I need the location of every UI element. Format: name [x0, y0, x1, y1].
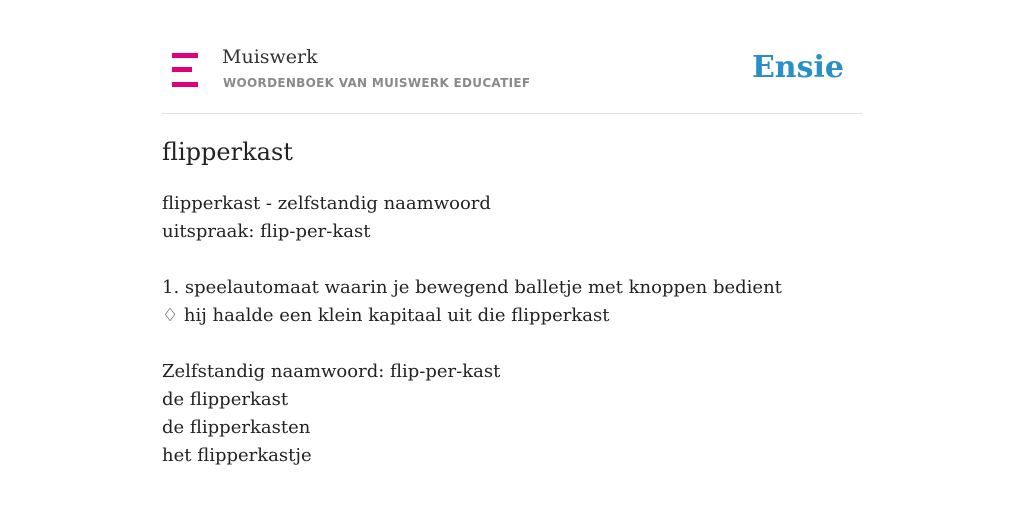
ensie-logo-link[interactable]: Ensie [751, 50, 844, 85]
entry-spacer [162, 246, 782, 274]
entry-title: flipperkast [162, 138, 293, 166]
entry-line-diminutive: het flipperkastje [162, 445, 312, 466]
entry-line-definition: 1. speelautomaat waarin je bewegend balletje met knoppen bedient [162, 277, 782, 298]
page-container [162, 0, 862, 466]
page-header [162, 0, 862, 114]
muiswerk-logo-icon[interactable] [172, 53, 200, 87]
entry-line-example: ♢ hij haalde een klein kapitaal uit die flipperkast [162, 305, 610, 326]
brand-name[interactable]: Muiswerk [222, 46, 318, 68]
entry-spacer [162, 330, 782, 358]
entry-content [162, 190, 782, 470]
entry-line-pos: flipperkast - zelfstandig naamwoord [162, 193, 491, 214]
entry-line-pronunciation: uitspraak: flip-per-kast [162, 221, 371, 242]
entry-line-hyphenation: Zelfstandig naamwoord: flip-per-kast [162, 361, 501, 382]
entry-line-singular: de flipperkast [162, 389, 289, 410]
brand-subtitle: WOORDENBOEK VAN MUISWERK EDUCATIEF [223, 76, 531, 90]
entry-line-plural: de flipperkasten [162, 417, 311, 438]
